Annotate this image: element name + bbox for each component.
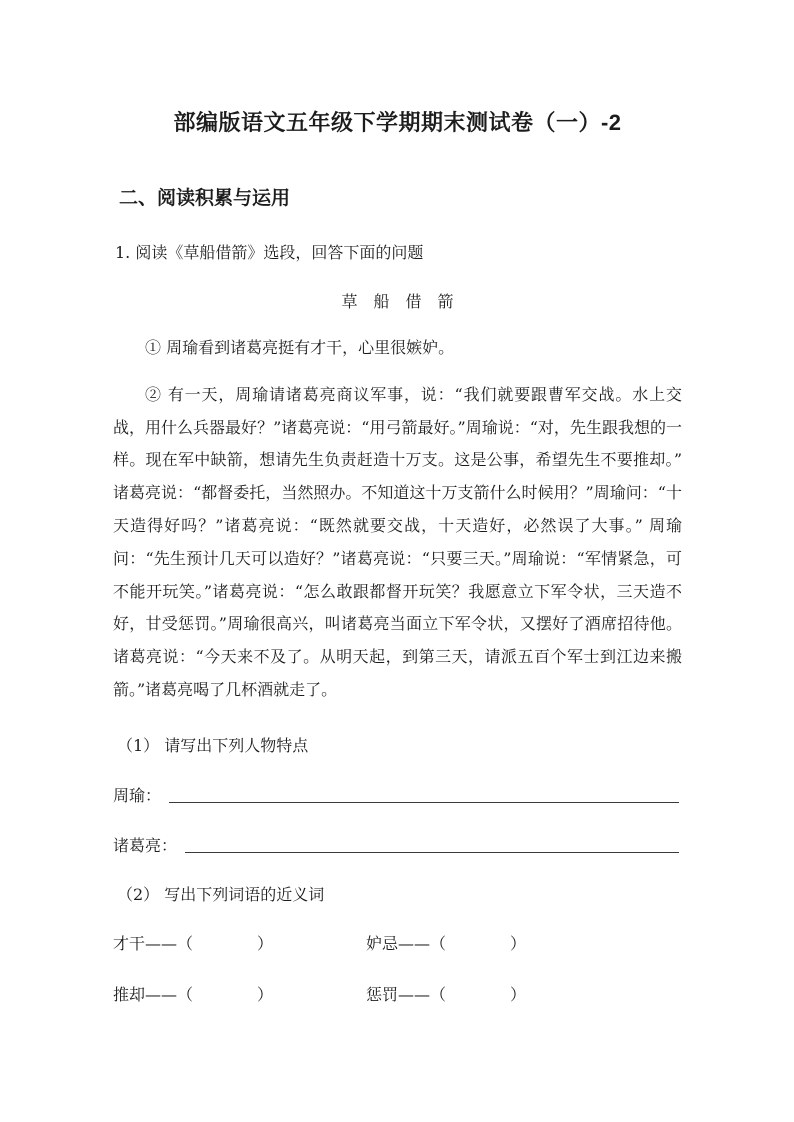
synonym-cell-duji: 妒忌——（ ） <box>366 933 527 953</box>
question-1 <box>113 240 682 1005</box>
passage-paragraph-2: ② 有一天，周瑜请诸葛亮商议军事，说：“我们就要跟曹军交战。水上交战，用什么兵器最好？”诸葛亮说：“用弓箭最好。”周瑜说：“对，先生跟我想的一样。现在军中缺箭，想请先生负责赶造十万支。这是公事，希望先生不要推却。” 诸葛亮说：“都督委托，当然照办。不知道这十万支箭什么时候用？”周瑜问：“十天造得好吗？”诸葛亮说：“既然就要交战，十天造好，必然误了大事。” 周瑜问：“先生预计几天可以造好？”诸葛亮说：“只要三天。”周瑜说：“军情紧急，可不能开玩笑。”诸葛亮说：“怎么敢跟都督开玩笑？我愿意立下军令状，三天造不好，甘受惩罚。”周瑜很高兴，叫诸葛亮当面立下军令状，又摆好了酒席招待他。诸葛亮说：“今天来不及了。从明天起，到第三天，请派五百个军士到江边来搬箭。”诸葛亮喝了几杯酒就走了。 <box>113 384 682 699</box>
answer-row-zhouyu <box>113 783 682 806</box>
answer-row-zhugeliang <box>113 833 682 856</box>
passage-title: 草 船 借 箭 <box>341 292 454 311</box>
passage-paragraph-1: ① 周瑜看到诸葛亮挺有才干，心里很嫉妒。 <box>145 338 455 357</box>
answer-blank-line <box>185 834 679 853</box>
synonym-cell-tuique: 推却——（ ） <box>113 984 274 1004</box>
synonym-cell-caigan: 才干——（ ） <box>113 933 274 953</box>
answer-label-zhugeliang: 诸葛亮： <box>113 835 178 855</box>
section-heading: 二、阅读积累与运用 <box>119 188 291 209</box>
question-prompt: 1. 阅读《草船借箭》选段，回答下面的问题 <box>115 243 424 262</box>
answer-label-zhouyu: 周瑜： <box>113 785 162 805</box>
answer-blank-line <box>169 784 679 803</box>
sub-question-1-label: （1） 请写出下列人物特点 <box>117 735 309 755</box>
synonym-cell-chengfa: 惩罚——（ ） <box>366 984 527 1004</box>
page-title: 部编版语文五年级下学期期末测试卷（一）-2 <box>173 110 622 135</box>
synonym-grid <box>113 931 682 1005</box>
sub-question-2-label: （2） 写出下列词语的近义词 <box>117 884 325 904</box>
